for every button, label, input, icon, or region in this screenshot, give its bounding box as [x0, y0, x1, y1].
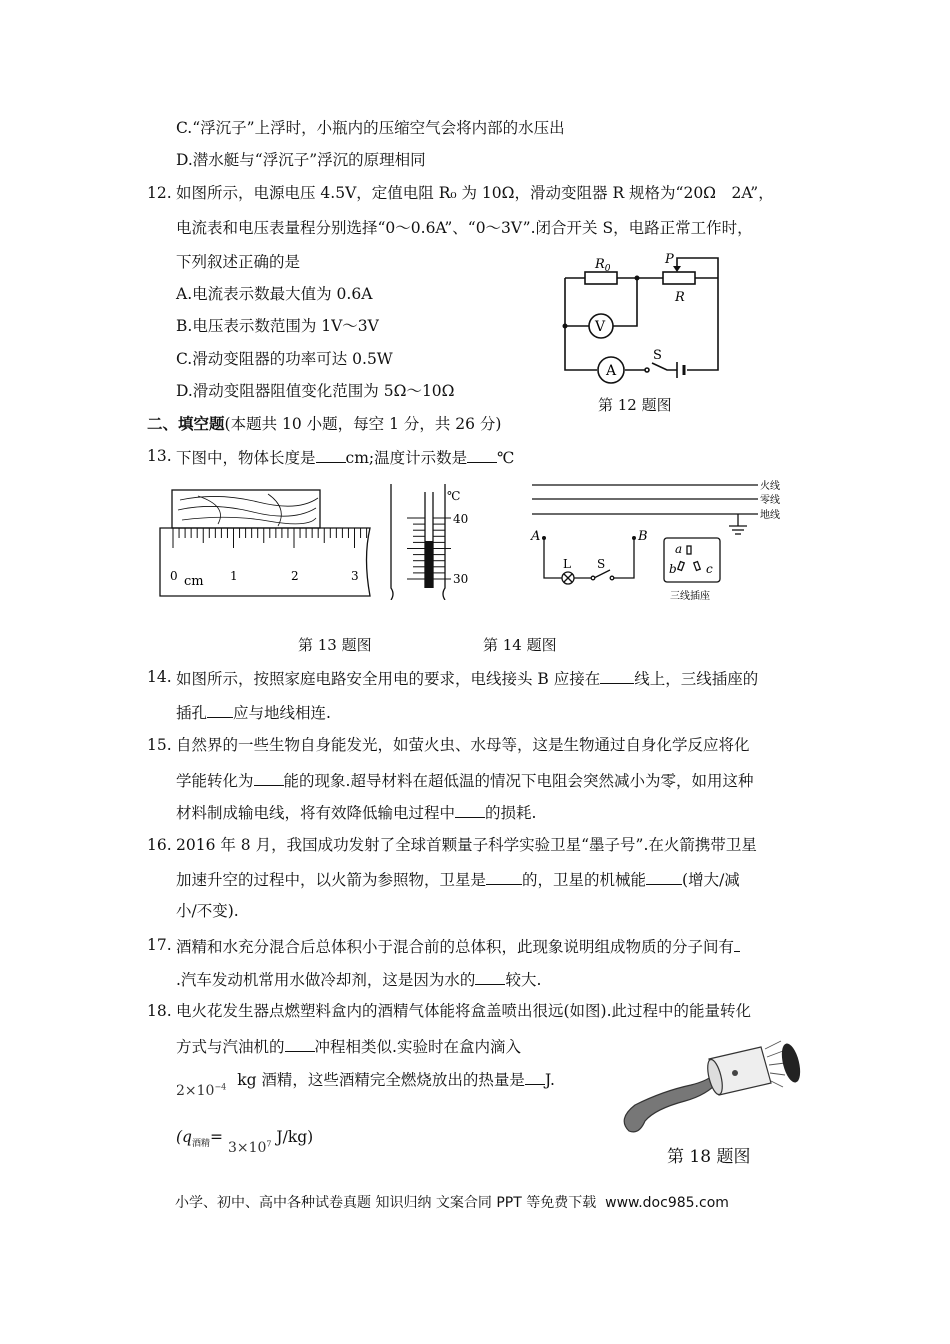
voltmeter-label: V: [595, 319, 606, 335]
section2-heading: [147, 414, 501, 434]
section2-note: (本题共 10 小题，每空 1 分，共 26 分): [224, 415, 502, 433]
wire-label-ground: 地线: [760, 510, 780, 521]
spark-gun-handle: [624, 1075, 719, 1132]
socket-hole-c-label: c: [706, 562, 713, 576]
q18-blank-heat[interactable]: [525, 1068, 545, 1085]
r0-label: $R_0$: [595, 257, 611, 274]
q12-stem-line1: 如图所示，电源电压 4.5V，定值电阻 R₀ 为 10Ω，滑动变阻器 R 规格为“20Ω 2A”，: [176, 184, 774, 202]
thermometer-unit: ℃: [447, 489, 461, 503]
q18-line1: 电火花发生器点燃塑料盒内的酒精气体能将盒盖喷出很远(如图).此过程中的能量转化: [176, 1002, 752, 1020]
slider-p-label: P: [665, 252, 674, 267]
q15-blank-energy[interactable]: [254, 769, 284, 786]
q15-line2: 学能转化为 能的现象.超导材料在超低温的情况下电阻会突然减小为零，如用这种: [176, 769, 753, 791]
ruler-label-1: 1: [230, 569, 238, 583]
q16-line2: 加速升空的过程中，以火箭为参照物，卫星是 的，卫星的机械能 (增大/减: [176, 868, 740, 890]
q13-blank-length[interactable]: [316, 446, 346, 463]
q12-figure-caption: 第 12 题图: [598, 396, 672, 414]
wire-label-neutral: 零线: [760, 495, 780, 506]
q13-thermometer-figure: [385, 484, 485, 600]
socket-hole-a-label: a: [675, 542, 683, 556]
q15-line3: 材料制成输电线，将有效降低输电过程中 的损耗.: [176, 801, 536, 823]
q16-blank-energy[interactable]: [646, 868, 682, 885]
socket-hole-b-label: b: [669, 562, 677, 576]
q16-number: 16.: [147, 836, 172, 854]
point-a-label: A: [531, 529, 541, 544]
q18-mass-value: $2\times 10^{-4}$: [176, 1082, 227, 1099]
footer-url[interactable]: www.doc985.com: [605, 1195, 729, 1211]
ruler-unit: cm: [184, 574, 204, 589]
switch-label: S: [597, 557, 606, 571]
q12-stem-line3: 下列叙述正确的是: [176, 253, 301, 271]
q18-spark-generator-figure: [615, 1035, 805, 1145]
q17-line1: 酒精和水充分混合后总体积小于混合前的总体积，此现象说明组成物质的分子间有: [176, 935, 740, 957]
footer-text: 小学、初中、高中各种试卷真题 知识归纳 文案合同 PPT 等免费下载: [175, 1195, 597, 1211]
wire-label-live: 火线: [760, 481, 780, 492]
q18-line3: $2\times 10^{-4}$ kg 酒精，这些酒精完全燃烧放出的热量是 J.: [176, 1068, 555, 1090]
q18-heat-value: ($q_{酒精}= 3\times 10^7$ J/kg): [176, 1128, 314, 1156]
ruler-label-2: 2: [291, 569, 299, 583]
q18-figure-caption: 第 18 题图: [667, 1147, 751, 1167]
q18-number: 18.: [147, 1002, 172, 1020]
section2-title: 二、填空题: [147, 414, 225, 433]
wood-block: [172, 490, 320, 528]
q17-blank-property[interactable]: [475, 968, 505, 985]
q15-line1: 自然界的一些生物自身能发光，如萤火虫、水母等，这是生物通过自身化学反应将化: [176, 736, 750, 754]
q14-blank-wire[interactable]: [600, 667, 634, 684]
q12-number: 12.: [147, 184, 172, 202]
thermometer-label-40: 40: [453, 512, 469, 526]
mercury-column: [425, 541, 433, 588]
q12-circuit-diagram: [555, 248, 735, 388]
q16-blank-motion[interactable]: [486, 868, 522, 885]
q17-line2: .汽车发动机常用水做冷却剂，这是因为水的 较大.: [176, 968, 541, 990]
q12-option-b: B.电压表示数范围为 1V～3V: [176, 317, 379, 335]
switch-s-label: S: [653, 348, 662, 363]
lamp-label: L: [563, 557, 571, 571]
q15-number: 15.: [147, 736, 172, 754]
q13-number: 13.: [147, 447, 172, 465]
point-b-label: B: [638, 529, 648, 544]
socket-caption: 三线插座: [670, 591, 710, 602]
q12-option-a: A.电流表示数最大值为 0.6A: [176, 285, 373, 303]
q14-number: 14.: [147, 668, 172, 686]
q12-option-d: D.滑动变阻器阻值变化范围为 5Ω～10Ω: [176, 382, 455, 400]
q18-line2: 方式与汽油机的 冲程相类似.实验时在盒内滴入: [176, 1035, 521, 1057]
q13-blank-temperature[interactable]: [467, 446, 497, 463]
q17-number: 17.: [147, 936, 172, 954]
q14-household-circuit: [530, 476, 800, 604]
q15-blank-loss[interactable]: [455, 801, 485, 818]
q13-ruler-figure: [158, 488, 378, 598]
rheostat-r-label: R: [675, 290, 685, 305]
q14-figure-caption: 第 14 题图: [483, 636, 557, 654]
q14-line1: 如图所示，按照家庭电路安全用电的要求，电线接头 B 应接在 线上，三线插座的: [176, 667, 758, 689]
ruler-label-0: 0: [170, 569, 178, 583]
q12-option-c: C.滑动变阻器的功率可达 0.5W: [176, 350, 393, 368]
ammeter-label: A: [606, 363, 617, 379]
q13-figure-caption: 第 13 题图: [298, 636, 372, 654]
thermometer-label-30: 30: [453, 572, 469, 586]
q16-line1: 2016 年 8 月，我国成功发射了全球首颗量子科学实验卫星“墨子号”.在火箭携带卫星: [176, 836, 757, 854]
q17-blank-gap[interactable]: [734, 935, 740, 952]
q16-line3: 小/不变).: [176, 902, 239, 920]
footer: [175, 1192, 729, 1212]
q14-blank-hole[interactable]: [207, 701, 233, 718]
q14-line2: 插孔 应与地线相连.: [176, 701, 331, 723]
q11-option-c: C.“浮沉子”上浮时，小瓶内的压缩空气会将内部的水压出: [176, 119, 565, 137]
ruler-label-3: 3: [351, 569, 359, 583]
q18-blank-stroke[interactable]: [285, 1035, 315, 1052]
q13-text: 下图中，物体长度是 cm;温度计示数是 ℃: [176, 446, 514, 468]
q11-option-d: D.潜水艇与“浮沉子”浮沉的原理相同: [176, 151, 426, 169]
q12-stem-line2: 电流表和电压表量程分别选择“0～0.6A”、“0～3V”.闭合开关 S，电路正常工作时，: [176, 219, 753, 237]
